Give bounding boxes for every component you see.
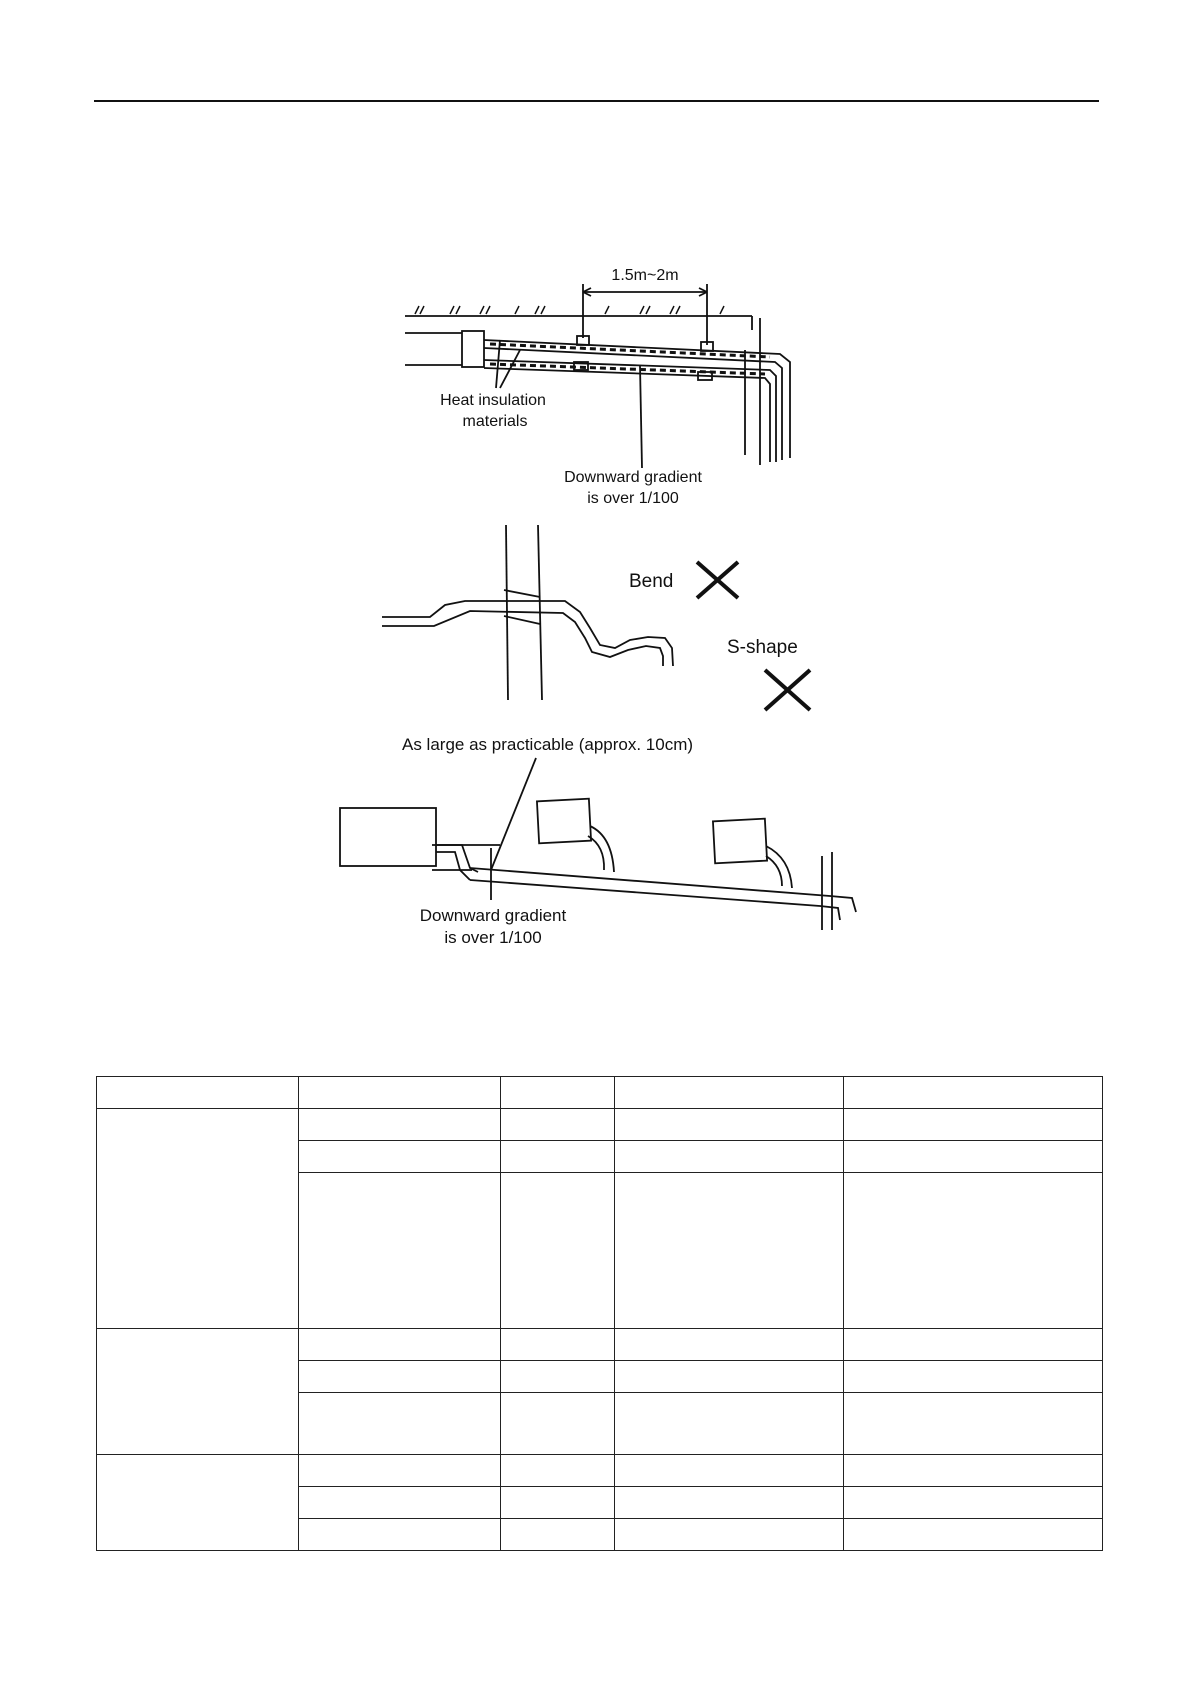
table-row — [97, 1455, 1103, 1487]
table-cell — [844, 1077, 1103, 1109]
table-cell — [299, 1487, 501, 1519]
table-cell — [615, 1487, 844, 1519]
spec-table — [96, 1076, 1103, 1551]
top-figure-slope-diagram — [405, 267, 790, 507]
table-cell — [299, 1455, 501, 1487]
table-cell — [501, 1141, 615, 1173]
gradient-label-line1: Downward gradient — [419, 906, 567, 925]
insulation-label-line2: materials — [462, 413, 528, 430]
table-cell — [615, 1077, 844, 1109]
table-cell — [97, 1329, 299, 1455]
insulation-label-line1: Heat insulation — [440, 392, 546, 409]
table-cell — [501, 1109, 615, 1141]
table-cell — [844, 1141, 1103, 1173]
gradient-label-line1: Downward gradient — [564, 469, 702, 486]
table-cell — [615, 1109, 844, 1141]
clearance-label: As large as practicable (approx. 10cm) — [402, 735, 694, 754]
bottom-figure-branch-diagram — [340, 735, 856, 947]
table-cell — [615, 1173, 844, 1329]
table-cell — [844, 1455, 1103, 1487]
dimension-label: 1.5m~2m — [611, 267, 679, 284]
bend-label: Bend — [629, 571, 674, 592]
table-cell — [299, 1329, 501, 1361]
table-cell — [299, 1077, 501, 1109]
table-cell — [501, 1455, 615, 1487]
table-cell — [501, 1487, 615, 1519]
table-header-row — [97, 1077, 1103, 1109]
cross-mark-icon — [697, 562, 738, 598]
table-cell — [615, 1455, 844, 1487]
table-cell — [844, 1393, 1103, 1455]
table-cell — [501, 1173, 615, 1329]
table-cell — [615, 1329, 844, 1361]
table-cell — [97, 1455, 299, 1551]
table-row — [97, 1329, 1103, 1361]
table-cell — [501, 1329, 615, 1361]
table-cell — [299, 1519, 501, 1551]
table-cell — [299, 1141, 501, 1173]
table-cell — [501, 1077, 615, 1109]
table-cell — [501, 1393, 615, 1455]
table-cell — [299, 1109, 501, 1141]
middle-figure-bend-diagram — [382, 525, 810, 710]
table-cell — [299, 1361, 501, 1393]
table-cell — [844, 1519, 1103, 1551]
table-cell — [615, 1519, 844, 1551]
table-cell — [299, 1393, 501, 1455]
table-cell — [844, 1329, 1103, 1361]
table-row — [97, 1109, 1103, 1141]
table-cell — [615, 1141, 844, 1173]
table-cell — [97, 1109, 299, 1329]
gradient-label-line2: is over 1/100 — [587, 490, 679, 507]
table-cell — [501, 1361, 615, 1393]
sshape-label: S-shape — [727, 637, 798, 658]
ceiling-hatching — [415, 306, 724, 314]
table-cell — [844, 1109, 1103, 1141]
table-cell — [844, 1361, 1103, 1393]
table-cell — [615, 1393, 844, 1455]
gradient-label-line2: is over 1/100 — [444, 928, 542, 947]
table-cell — [615, 1361, 844, 1393]
cross-mark-icon — [765, 670, 810, 710]
table-cell — [844, 1487, 1103, 1519]
table-cell — [844, 1173, 1103, 1329]
table-cell — [501, 1519, 615, 1551]
table-cell — [97, 1077, 299, 1109]
table-cell — [299, 1173, 501, 1329]
